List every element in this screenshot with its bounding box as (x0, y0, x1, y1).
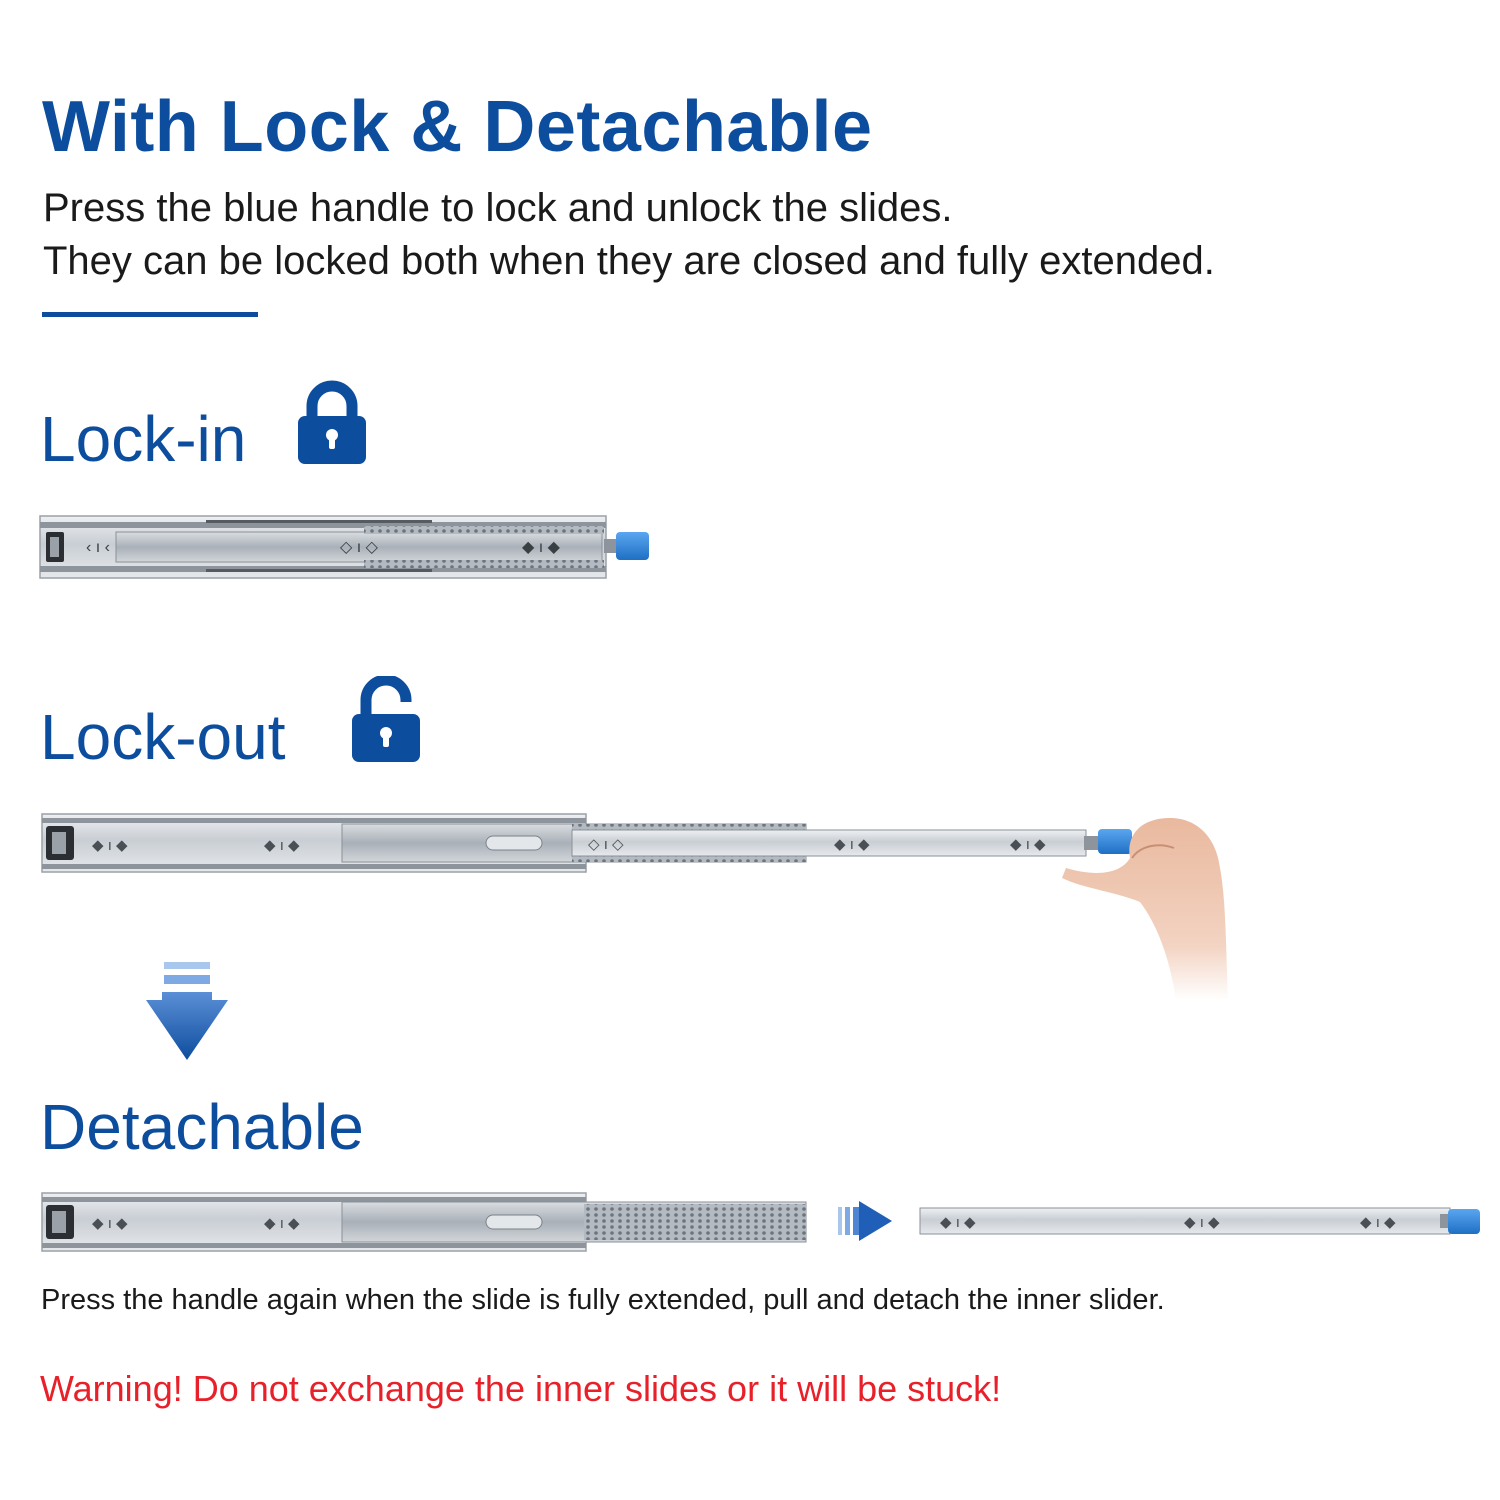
svg-text:◆ ı ◆: ◆ ı ◆ (940, 1214, 976, 1231)
lock-out-label: Lock-out (40, 701, 286, 773)
svg-text:◆ ı ◆: ◆ ı ◆ (92, 1215, 128, 1232)
blue-handle (1098, 829, 1132, 854)
svg-text:◆ ı ◆: ◆ ı ◆ (834, 836, 870, 853)
blue-handle (616, 532, 649, 560)
outer-slide (42, 1193, 806, 1251)
svg-text:◆ ı ◆: ◆ ı ◆ (1010, 836, 1046, 853)
inner-slider (920, 1208, 1480, 1234)
blue-handle (1448, 1209, 1480, 1234)
down-arrow-icon (146, 962, 228, 1060)
extended-slide (42, 814, 1132, 872)
svg-text:◆ ı ◆: ◆ ı ◆ (264, 837, 300, 854)
svg-text:‹ ı ‹: ‹ ı ‹ (86, 539, 110, 556)
svg-text:◆ ı ◆: ◆ ı ◆ (1184, 1214, 1220, 1231)
subtitle-line-1: Press the blue handle to lock and unlock the slides. (43, 186, 953, 230)
closed-slide (40, 516, 649, 578)
svg-text:◇ ı ◇: ◇ ı ◇ (340, 539, 378, 556)
svg-text:◇ ı ◇: ◇ ı ◇ (588, 836, 624, 853)
svg-text:◆ ı ◆: ◆ ı ◆ (1360, 1214, 1396, 1231)
subtitle-line-2: They can be locked both when they are closed and fully extended. (43, 239, 1215, 283)
svg-text:◆ ı ◆: ◆ ı ◆ (522, 539, 560, 556)
svg-text:◆ ı ◆: ◆ ı ◆ (264, 1215, 300, 1232)
page-title: With Lock & Detachable (42, 87, 873, 167)
right-arrow-icon (838, 1201, 892, 1241)
svg-text:◆ ı ◆: ◆ ı ◆ (92, 837, 128, 854)
detach-instructions: Press the handle again when the slide is fully extended, pull and detach the inner slider. (41, 1284, 1165, 1316)
detachable-label: Detachable (40, 1091, 364, 1163)
lock-in-label: Lock-in (40, 403, 247, 475)
warning-text: Warning! Do not exchange the inner slides or it will be stuck! (40, 1368, 1002, 1409)
